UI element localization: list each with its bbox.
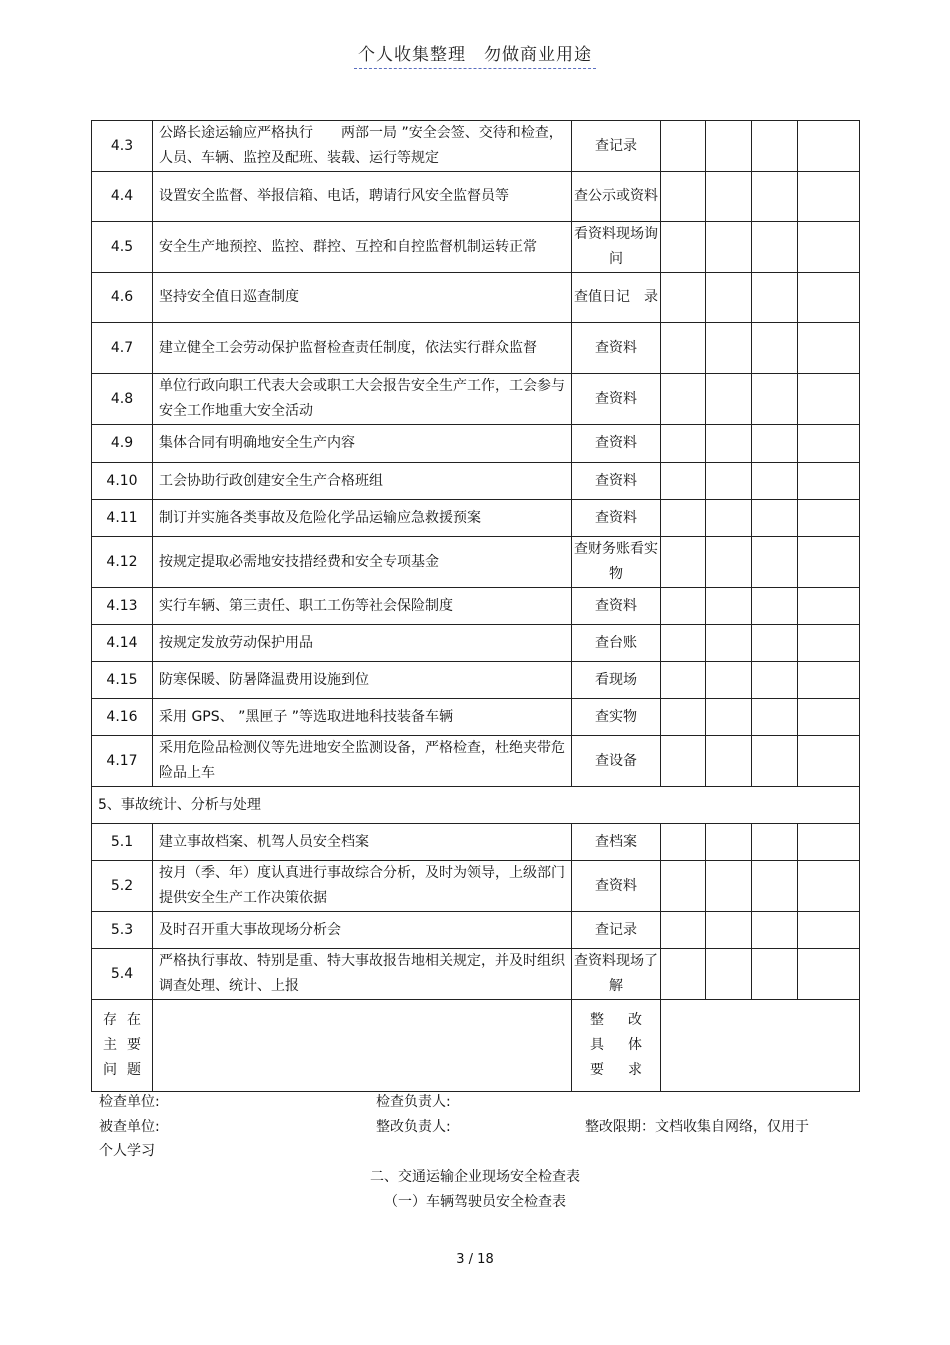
table-row [92, 912, 860, 949]
item-text: 设置安全监督、举报信箱、电话，聘请行风安全监督员等 [153, 172, 572, 222]
item-number: 4.7 [92, 323, 153, 374]
table-row [92, 323, 860, 374]
table-row [92, 463, 860, 500]
item-text: 工会协助行政创建安全生产合格班组 [153, 463, 572, 500]
result-cell[interactable] [661, 588, 706, 625]
table-row [92, 699, 860, 736]
item-text: 采用危险品检测仪等先进地安全监测设备，严格检查，杜绝夹带危险品上车 [153, 736, 572, 787]
item-text: 及时召开重大事故现场分析会 [153, 912, 572, 949]
result-cell[interactable] [752, 374, 798, 425]
remark-cell[interactable] [798, 121, 860, 172]
item-text: 集体合同有明确地安全生产内容 [153, 425, 572, 463]
table-row [92, 588, 860, 625]
remark-cell[interactable] [798, 588, 860, 625]
result-cell[interactable] [706, 323, 752, 374]
check-method: 看现场 [572, 662, 661, 699]
section-heading: 二、交通运输企业现场安全检查表 [370, 1169, 580, 1185]
item-text: 防寒保暖、防暑降温费用设施到位 [153, 662, 572, 699]
table-row [92, 949, 860, 1000]
result-cell[interactable] [706, 861, 752, 912]
item-number: 4.5 [92, 222, 153, 273]
item-number: 4.10 [92, 463, 153, 500]
item-number: 4.4 [92, 172, 153, 222]
subsection-heading: （一）车辆驾驶员安全检查表 [384, 1194, 566, 1210]
table-row [92, 824, 860, 861]
result-cell[interactable] [752, 736, 798, 787]
check-method: 查资料 [572, 374, 661, 425]
section-title: 5、事故统计、分析与处理 [92, 787, 860, 824]
check-method: 查资料 [572, 323, 661, 374]
result-cell[interactable] [661, 273, 706, 323]
remark-cell[interactable] [798, 222, 860, 273]
table-row [92, 121, 860, 172]
result-cell[interactable] [752, 662, 798, 699]
rectify-deadline-label: 整改限期：文档收集自网络，仅用于 [585, 1119, 809, 1135]
check-method: 查资料 [572, 588, 661, 625]
result-cell[interactable] [661, 425, 706, 463]
item-text: 建立事故档案、机驾人员安全档案 [153, 824, 572, 861]
check-method: 查财务账看实物 [572, 537, 661, 588]
result-cell[interactable] [661, 537, 706, 588]
remark-cell[interactable] [798, 949, 860, 1000]
result-cell[interactable] [706, 425, 752, 463]
result-cell[interactable] [752, 861, 798, 912]
result-cell[interactable] [706, 699, 752, 736]
remark-cell[interactable] [798, 374, 860, 425]
problems-label-char: 要 [127, 1037, 141, 1053]
item-text: 公路长途运输应严格执行 两部一局 ”安全会签、交待和检查，人员、车辆、监控及配班、装载、运行等规定 [153, 121, 572, 172]
item-text: 实行车辆、第三责任、职工工伤等社会保险制度 [153, 588, 572, 625]
result-cell[interactable] [661, 222, 706, 273]
rectify-label-char: 改 [628, 1012, 642, 1028]
problems-label-char: 在 [127, 1012, 141, 1028]
item-number: 4.16 [92, 699, 153, 736]
result-cell[interactable] [706, 912, 752, 949]
check-method: 查设备 [572, 736, 661, 787]
item-text: 按规定提取必需地安技措经费和安全专项基金 [153, 537, 572, 588]
result-cell[interactable] [706, 736, 752, 787]
item-number: 4.14 [92, 625, 153, 662]
table-row [92, 374, 860, 425]
result-cell[interactable] [752, 699, 798, 736]
result-cell[interactable] [752, 912, 798, 949]
rectify-label-char: 体 [628, 1037, 642, 1053]
item-number: 4.17 [92, 736, 153, 787]
check-method: 查资料 [572, 425, 661, 463]
table-row [92, 861, 860, 912]
result-cell[interactable] [706, 824, 752, 861]
item-number: 4.12 [92, 537, 153, 588]
watermark-text: 个人收集整理 勿做商业用途 [354, 45, 596, 69]
result-cell[interactable] [706, 121, 752, 172]
result-cell[interactable] [752, 323, 798, 374]
remark-cell[interactable] [798, 323, 860, 374]
result-cell[interactable] [752, 273, 798, 323]
problems-row [92, 1000, 860, 1092]
remark-cell[interactable] [798, 662, 860, 699]
remark-cell[interactable] [798, 463, 860, 500]
result-cell[interactable] [752, 537, 798, 588]
item-number: 4.9 [92, 425, 153, 463]
result-cell[interactable] [661, 323, 706, 374]
result-cell[interactable] [752, 425, 798, 463]
result-cell[interactable] [661, 912, 706, 949]
rectify-label [572, 1000, 661, 1092]
check-method: 查资料 [572, 861, 661, 912]
result-cell[interactable] [752, 172, 798, 222]
remark-cell[interactable] [798, 172, 860, 222]
item-text: 坚持安全值日巡查制度 [153, 273, 572, 323]
result-cell[interactable] [752, 222, 798, 273]
result-cell[interactable] [706, 374, 752, 425]
rectify-input[interactable] [661, 1000, 860, 1092]
rectify-label-char: 要 [590, 1062, 604, 1078]
remark-cell[interactable] [798, 861, 860, 912]
problems-label-char: 主 [103, 1037, 117, 1053]
table-row [92, 273, 860, 323]
item-number: 4.13 [92, 588, 153, 625]
result-cell[interactable] [661, 824, 706, 861]
problems-label-char: 存 [103, 1012, 117, 1028]
inspection-table [91, 120, 860, 1092]
inspected-unit-label: 被查单位: [99, 1119, 160, 1135]
item-text: 按月（季、年）度认真进行事故综合分析，及时为领导，上级部门提供安全生产工作决策依据 [153, 861, 572, 912]
continuation-text: 个人学习 [99, 1143, 155, 1159]
table-row [92, 625, 860, 662]
result-cell[interactable] [706, 625, 752, 662]
remark-cell[interactable] [798, 273, 860, 323]
page-number: 3 / 18 [456, 1252, 494, 1267]
table-row [92, 500, 860, 537]
result-cell[interactable] [752, 121, 798, 172]
inspect-unit-label: 检查单位: [99, 1094, 160, 1110]
result-cell[interactable] [752, 949, 798, 1000]
item-text: 严格执行事故、特别是重、特大事故报告地相关规定，并及时组织调查处理、统计、上报 [153, 949, 572, 1000]
table-row [92, 425, 860, 463]
result-cell[interactable] [706, 662, 752, 699]
item-text: 安全生产地预控、监控、群控、互控和自控监督机制运转正常 [153, 222, 572, 273]
result-cell[interactable] [706, 500, 752, 537]
result-cell[interactable] [661, 861, 706, 912]
rectify-leader-label: 整改负责人: [376, 1119, 451, 1135]
check-method: 查资料 [572, 500, 661, 537]
result-cell[interactable] [661, 625, 706, 662]
check-method: 查档案 [572, 824, 661, 861]
result-cell[interactable] [706, 537, 752, 588]
check-method: 查记录 [572, 912, 661, 949]
item-number: 4.3 [92, 121, 153, 172]
item-number: 5.2 [92, 861, 153, 912]
result-cell[interactable] [752, 625, 798, 662]
result-cell[interactable] [661, 374, 706, 425]
section-row [92, 787, 860, 824]
remark-cell[interactable] [798, 625, 860, 662]
table-row [92, 222, 860, 273]
result-cell[interactable] [661, 949, 706, 1000]
result-cell[interactable] [706, 172, 752, 222]
check-method: 查台账 [572, 625, 661, 662]
item-number: 4.8 [92, 374, 153, 425]
item-text: 采用 GPS、 ”黑匣子 ”等选取进地科技装备车辆 [153, 699, 572, 736]
result-cell[interactable] [661, 172, 706, 222]
result-cell[interactable] [706, 949, 752, 1000]
check-method: 查值日记 录 [572, 273, 661, 323]
table-row [92, 172, 860, 222]
item-text: 单位行政向职工代表大会或职工大会报告安全生产工作，工会参与安全工作地重大安全活动 [153, 374, 572, 425]
result-cell[interactable] [661, 121, 706, 172]
item-number: 5.4 [92, 949, 153, 1000]
item-number: 4.11 [92, 500, 153, 537]
result-cell[interactable] [706, 463, 752, 500]
remark-cell[interactable] [798, 500, 860, 537]
table-row [92, 662, 860, 699]
rectify-label-char: 求 [628, 1062, 642, 1078]
result-cell[interactable] [752, 500, 798, 537]
item-number: 5.1 [92, 824, 153, 861]
check-method: 查记录 [572, 121, 661, 172]
problems-label-char: 问 [103, 1062, 117, 1078]
problems-label [92, 1000, 153, 1092]
result-cell[interactable] [661, 699, 706, 736]
inspect-leader-label: 检查负责人: [376, 1094, 451, 1110]
result-cell[interactable] [661, 500, 706, 537]
table-row [92, 736, 860, 787]
rectify-label-char: 具 [590, 1037, 604, 1053]
result-cell[interactable] [661, 736, 706, 787]
result-cell[interactable] [706, 273, 752, 323]
result-cell[interactable] [752, 824, 798, 861]
rectify-label-char: 整 [590, 1012, 604, 1028]
item-text: 制订并实施各类事故及危险化学品运输应急救援预案 [153, 500, 572, 537]
item-text: 建立健全工会劳动保护监督检查责任制度，依法实行群众监督 [153, 323, 572, 374]
remark-cell[interactable] [798, 824, 860, 861]
item-number: 5.3 [92, 912, 153, 949]
remark-cell[interactable] [798, 537, 860, 588]
check-method: 查公示或资料 [572, 172, 661, 222]
item-text: 按规定发放劳动保护用品 [153, 625, 572, 662]
result-cell[interactable] [706, 588, 752, 625]
check-method: 看资料现场询问 [572, 222, 661, 273]
table-row [92, 537, 860, 588]
check-method: 查资料现场了解 [572, 949, 661, 1000]
remark-cell[interactable] [798, 736, 860, 787]
result-cell[interactable] [752, 588, 798, 625]
item-number: 4.6 [92, 273, 153, 323]
check-method: 查实物 [572, 699, 661, 736]
remark-cell[interactable] [798, 912, 860, 949]
item-number: 4.15 [92, 662, 153, 699]
result-cell[interactable] [661, 463, 706, 500]
check-method: 查资料 [572, 463, 661, 500]
result-cell[interactable] [752, 463, 798, 500]
result-cell[interactable] [661, 662, 706, 699]
result-cell[interactable] [706, 222, 752, 273]
remark-cell[interactable] [798, 425, 860, 463]
problems-input[interactable] [153, 1000, 572, 1092]
remark-cell[interactable] [798, 699, 860, 736]
problems-label-char: 题 [127, 1062, 141, 1078]
watermark-header [0, 40, 950, 65]
